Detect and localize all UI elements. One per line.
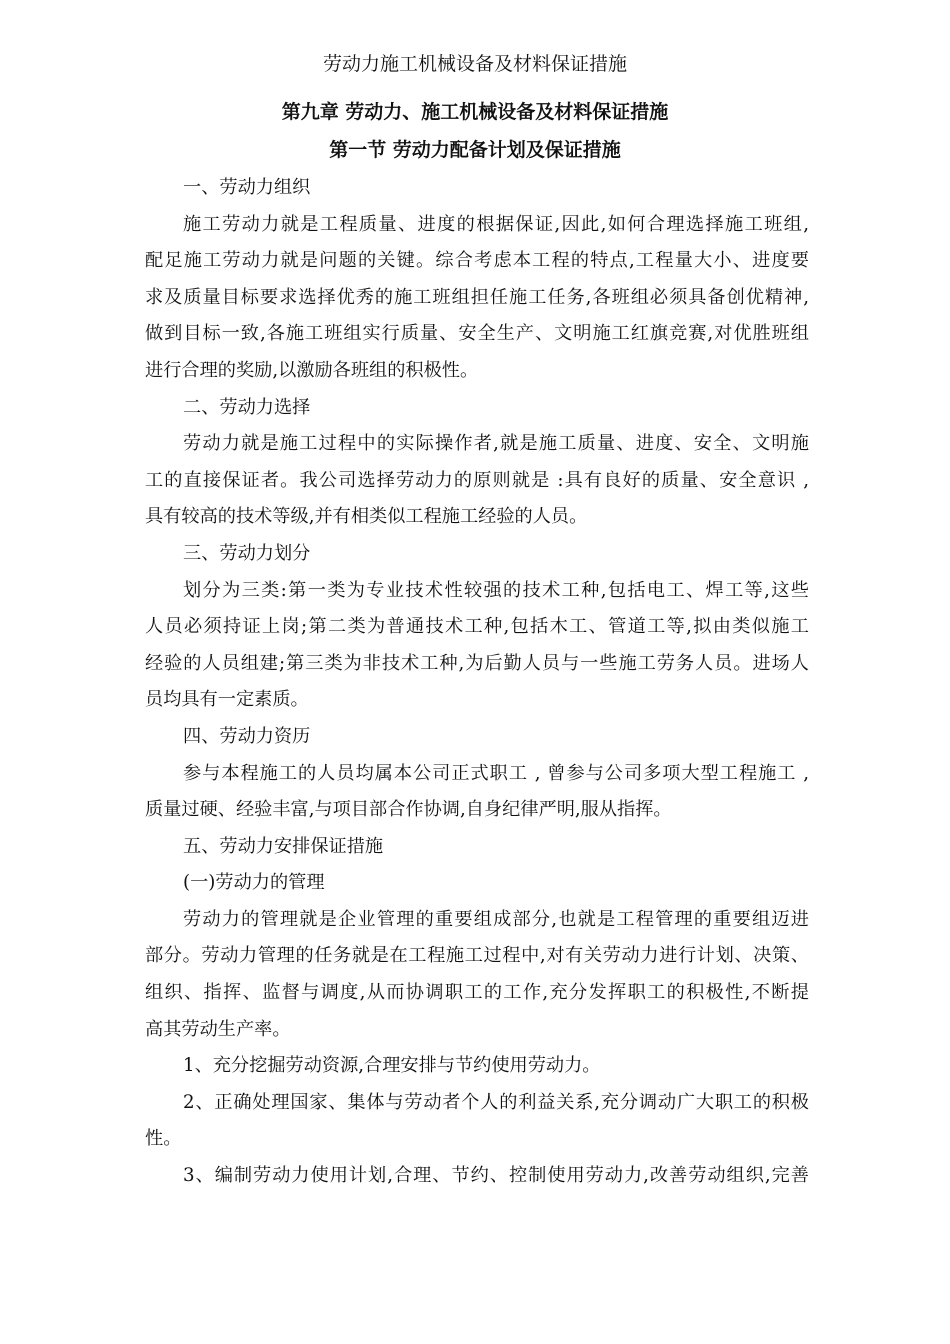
paragraph-line: 划分为三类:第一类为专业技术性较强的技术工种,包括电工、焊工等,这些	[183, 579, 809, 601]
document-body	[145, 170, 809, 1195]
paragraph-line: 组织、指挥、监督与调度,从而协调职工的工作,充分发挥职工的积极性,不断提	[145, 982, 809, 1004]
document-title: 劳动力施工机械设备及材料保证措施	[322, 53, 627, 75]
heading-labor-qualification: 四、劳动力资历	[183, 725, 311, 747]
paragraph-line: 进行合理的奖励,以激励各班组的积极性。	[145, 359, 479, 381]
paragraph-line: 做到目标一致,各施工班组实行质量、安全生产、文明施工红旗竞赛,对优胜班组	[145, 323, 809, 345]
heading-labor-organization: 一、劳动力组织	[183, 177, 311, 198]
list-item-continuation: 性。	[145, 1128, 182, 1150]
chapter-title: 第九章 劳动力、施工机械设备及材料保证措施	[281, 101, 669, 123]
paragraph-line: 高其劳动生产率。	[145, 1018, 291, 1040]
paragraph-line: 部分。劳动力管理的任务就是在工程施工过程中,对有关劳动力进行计划、决策、	[145, 945, 809, 967]
paragraph-line: 劳动力就是施工过程中的实际操作者,就是施工质量、进度、安全、文明施	[183, 433, 809, 455]
paragraph-line: 施工劳动力就是工程质量、进度的根据保证,因此,如何合理选择施工班组,	[183, 213, 809, 235]
list-item: 1、充分挖掘劳动资源,合理安排与节约使用劳动力。	[183, 1055, 601, 1077]
paragraph-line: 劳动力的管理就是企业管理的重要组成部分,也就是工程管理的重要组迈进	[183, 908, 809, 930]
subheading-labor-management: (一)劳动力的管理	[183, 872, 325, 894]
paragraph-line: 具有较高的技术等级,并有相类似工程施工经验的人员。	[145, 506, 588, 528]
heading-labor-division: 三、劳动力划分	[183, 542, 311, 564]
paragraph-line: 工的直接保证者。我公司选择劳动力的原则就是 :具有良好的质量、安全意识 ,	[145, 469, 809, 491]
paragraph-line: 质量过硬、经验丰富,与项目部合作协调,自身纪律严明,服从指挥。	[145, 799, 672, 821]
paragraph-line: 配足施工劳动力就是问题的关键。综合考虑本工程的特点,工程量大小、进度要	[145, 250, 809, 272]
heading-labor-selection: 二、劳动力选择	[183, 396, 311, 418]
paragraph-line: 人员必须持证上岗;第二类为普通技术工种,包括木工、管道工等,拟由类似施工	[145, 616, 809, 638]
paragraph-line: 求及质量目标要求选择优秀的施工班组担任施工任务,各班组必须具备创优精神,	[145, 286, 809, 308]
list-item: 3、编制劳动力使用计划,合理、节约、控制使用劳动力,改善劳动组织,完善	[183, 1165, 809, 1187]
heading-labor-arrangement: 五、劳动力安排保证措施	[183, 835, 384, 857]
paragraph-line: 经验的人员组建;第三类为非技术工种,为后勤人员与一些施工劳务人员。进场人	[145, 652, 809, 674]
list-item: 2、正确处理国家、集体与劳动者个人的利益关系,充分调动广大职工的积极	[183, 1091, 809, 1113]
paragraph-line: 参与本程施工的人员均属本公司正式职工 , 曾参与公司多项大型工程施工 ,	[183, 762, 809, 784]
paragraph-line: 员均具有一定素质。	[145, 689, 309, 711]
section-title: 第一节 劳动力配备计划及保证措施	[329, 139, 621, 161]
